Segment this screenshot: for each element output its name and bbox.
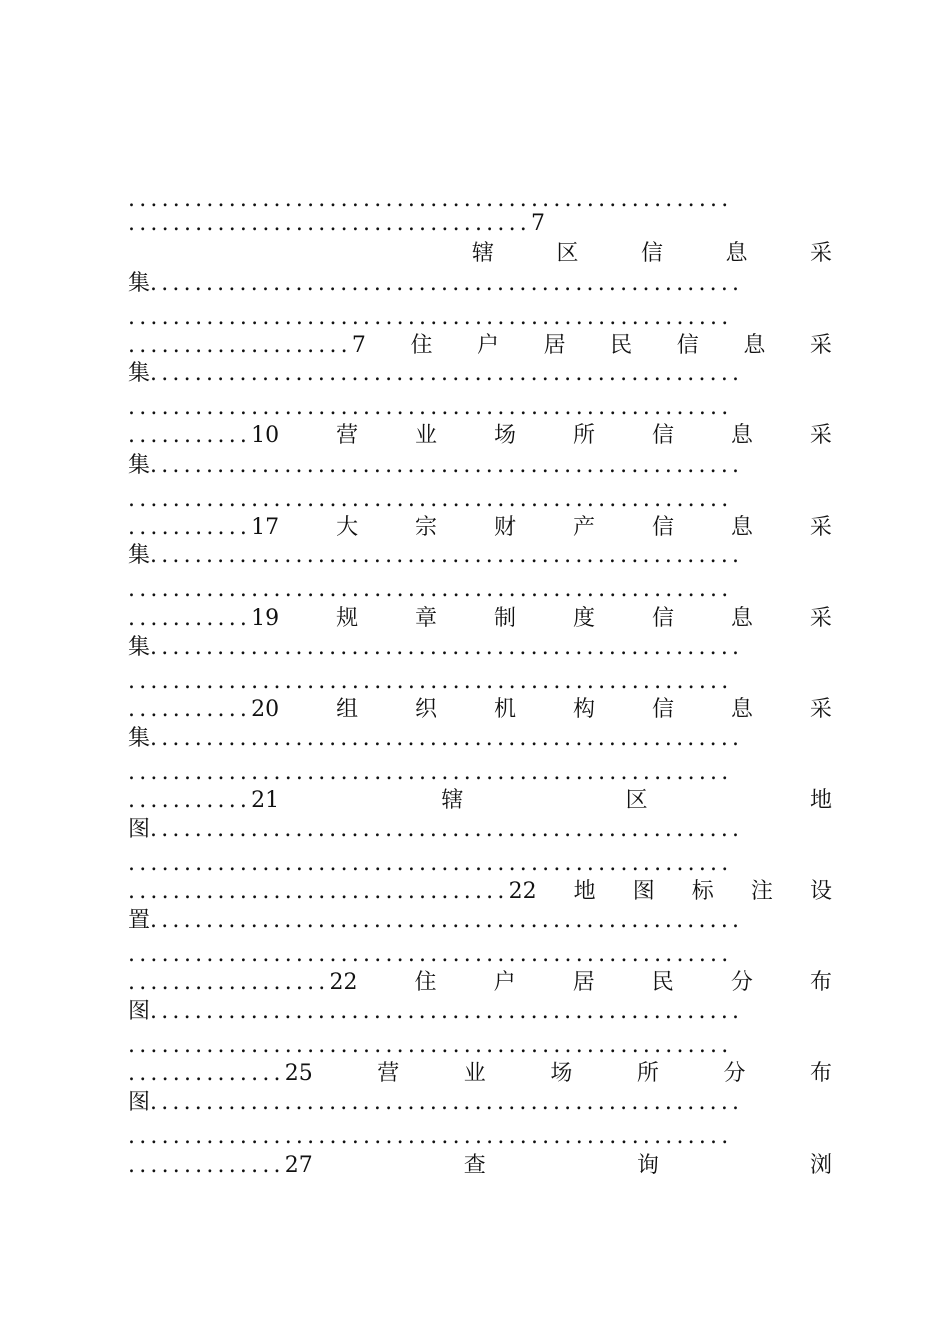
toc-leader-dots: ...........: [128, 697, 252, 722]
title-char: 采: [809, 423, 832, 448]
title-char: 集: [128, 453, 151, 478]
title-char: 地: [573, 879, 596, 904]
toc-page-number: 17: [251, 515, 280, 540]
toc-dots-and-page: [128, 420, 279, 452]
title-char: 大: [336, 515, 359, 540]
toc-title-continuation: [128, 268, 832, 300]
toc-leader-line: ......................................................: [128, 851, 733, 876]
title-char: 度: [572, 606, 595, 631]
title-char: 采: [809, 333, 832, 358]
toc-title-continuation: [128, 358, 832, 390]
toc-dots-and-page: [128, 1058, 313, 1090]
title-char: 织: [415, 697, 438, 722]
title-char: 采: [809, 515, 832, 540]
title-char: 布: [809, 1061, 832, 1086]
toc-entry-page-line[interactable]: [128, 208, 832, 240]
toc-leader-line: ......................................................: [128, 1124, 733, 1149]
title-char: 注: [750, 879, 773, 904]
toc-leader-dots: ..................................: [128, 879, 509, 904]
toc-page-number: 22: [329, 970, 358, 995]
title-char: 置: [128, 908, 151, 933]
toc-page-number: 7: [530, 211, 545, 236]
title-char: 构: [572, 697, 595, 722]
toc-leader-dots: ..............: [128, 1153, 285, 1178]
title-char: 所: [636, 1061, 659, 1086]
toc-title-continuation: [128, 632, 832, 664]
title-char: 息: [730, 515, 753, 540]
toc-leader-dots: .....................................................: [150, 271, 744, 296]
title-char: 信: [651, 697, 674, 722]
toc-dots-and-page: [128, 967, 357, 999]
title-char: 分: [730, 970, 753, 995]
title-char: 息: [730, 606, 753, 631]
title-char: 章: [415, 606, 438, 631]
title-char: 标: [691, 879, 714, 904]
toc-title-continuation: [128, 1087, 832, 1119]
toc-leader-dots: .....................................................: [150, 999, 744, 1024]
toc-entry-line[interactable]: [128, 1150, 832, 1182]
title-char: 采: [809, 606, 832, 631]
title-char: 信: [651, 423, 674, 448]
title-char: 息: [743, 333, 766, 358]
title-char: 地: [809, 788, 832, 813]
title-char: 辖: [441, 788, 464, 813]
toc-page-number: 21: [251, 788, 280, 813]
toc-leader-dots: .....................................................: [150, 361, 744, 386]
toc-leader-line: ......................................................: [128, 187, 733, 212]
toc-dots-and-page: [128, 603, 279, 635]
title-char: 图: [128, 1090, 151, 1115]
toc-page-number: 10: [251, 423, 280, 448]
title-char: 住: [410, 333, 433, 358]
toc-leader-dots: .....................................................: [150, 635, 744, 660]
title-char: 财: [494, 515, 517, 540]
title-char: 住: [414, 970, 437, 995]
title-char: 信: [651, 515, 674, 540]
title-char: 居: [543, 333, 566, 358]
title-char: 区: [625, 788, 648, 813]
title-char: 设: [809, 879, 832, 904]
toc-leader-line: ......................................................: [128, 1033, 733, 1058]
title-char: 图: [128, 817, 151, 842]
title-char: 规: [336, 606, 359, 631]
toc-entry-title[interactable]: [472, 238, 832, 270]
title-char: 机: [494, 697, 517, 722]
title-char: 场: [550, 1061, 573, 1086]
title-char: 制: [494, 606, 517, 631]
toc-leader-dots: .....................................................: [150, 453, 744, 478]
toc-title-continuation: [128, 540, 832, 572]
title-char: 区: [556, 241, 579, 266]
title-char: 所: [572, 423, 595, 448]
title-char: 营: [336, 423, 359, 448]
title-char: 集: [128, 726, 151, 751]
title-char: 集: [128, 271, 151, 296]
toc-title-continuation: [128, 814, 832, 846]
title-char: 息: [730, 423, 753, 448]
toc-entry-line[interactable]: [128, 967, 832, 999]
toc-leader-dots: ..................: [128, 970, 330, 995]
toc-leader-dots: .....................................................: [150, 726, 744, 751]
title-char: 布: [809, 970, 832, 995]
title-char: 查: [463, 1153, 486, 1178]
toc-leader-line: ......................................................: [128, 577, 733, 602]
title-char: 图: [632, 879, 655, 904]
title-char: 辖: [472, 241, 495, 266]
title-char: 集: [128, 361, 151, 386]
title-char: 集: [128, 543, 151, 568]
toc-leader-dots: ....................................: [128, 211, 531, 236]
toc-leader-line: ......................................................: [128, 669, 733, 694]
title-char: 询: [636, 1153, 659, 1178]
title-char: 息: [725, 241, 748, 266]
title-char: 业: [415, 423, 438, 448]
title-char: 采: [809, 697, 832, 722]
title-char: 民: [651, 970, 674, 995]
title-char: 集: [128, 635, 151, 660]
title-char: 息: [730, 697, 753, 722]
toc-leader-line: ......................................................: [128, 487, 733, 512]
toc-leader-line: ......................................................: [128, 942, 733, 967]
toc-title-continuation: [128, 450, 832, 482]
toc-leader-line: ......................................................: [128, 760, 733, 785]
toc-leader-dots: .....................................................: [150, 543, 744, 568]
title-char: 场: [494, 423, 517, 448]
title-char: 宗: [415, 515, 438, 540]
toc-leader-line: ......................................................: [128, 395, 733, 420]
toc-page-number: 20: [251, 697, 280, 722]
title-char: 营: [377, 1061, 400, 1086]
toc-dots-and-page: [128, 785, 279, 817]
toc-leader-dots: .....................................................: [150, 908, 744, 933]
toc-leader-dots: ..............: [128, 1061, 285, 1086]
title-char: 居: [572, 970, 595, 995]
toc-leader-dots: ....................: [128, 333, 352, 358]
toc-dots-and-page: [128, 876, 537, 908]
toc-title-continuation: [128, 905, 832, 937]
title-char: 户: [493, 970, 516, 995]
title-char: 信: [676, 333, 699, 358]
title-char: 民: [610, 333, 633, 358]
title-char: 产: [572, 515, 595, 540]
toc-page-number: 27: [284, 1153, 313, 1178]
toc-dots-and-page: [128, 1150, 313, 1182]
toc-leader-dots: ...........: [128, 606, 252, 631]
toc-title-continuation: [128, 723, 832, 755]
toc-entry-line[interactable]: [128, 1058, 832, 1090]
toc-leader-dots: ...........: [128, 788, 252, 813]
title-char: 分: [723, 1061, 746, 1086]
title-char: 信: [640, 241, 663, 266]
toc-leader-dots: ...........: [128, 423, 252, 448]
toc-leader-dots: .....................................................: [150, 817, 744, 842]
toc-entry-line[interactable]: [128, 876, 832, 908]
title-char: 采: [809, 241, 832, 266]
title-char: 业: [463, 1061, 486, 1086]
title-char: 户: [477, 333, 500, 358]
toc-page-number: 25: [284, 1061, 313, 1086]
toc-title-continuation: [128, 996, 832, 1028]
toc-page-number: 7: [351, 333, 366, 358]
title-char: 组: [336, 697, 359, 722]
toc-leader-dots: ...........: [128, 515, 252, 540]
toc-entry-line[interactable]: [128, 603, 832, 635]
toc-entry-line[interactable]: [128, 785, 832, 817]
toc-entry-line[interactable]: [128, 420, 832, 452]
toc-page-number: 22: [508, 879, 537, 904]
title-char: 信: [651, 606, 674, 631]
toc-dots-and-page: [128, 694, 279, 726]
toc-page-number: 19: [251, 606, 280, 631]
title-char: 浏: [809, 1153, 832, 1178]
toc-entry-line[interactable]: [128, 694, 832, 726]
title-char: 图: [128, 999, 151, 1024]
toc-leader-line: ......................................................: [128, 305, 733, 330]
toc-leader-dots: .....................................................: [150, 1090, 744, 1115]
